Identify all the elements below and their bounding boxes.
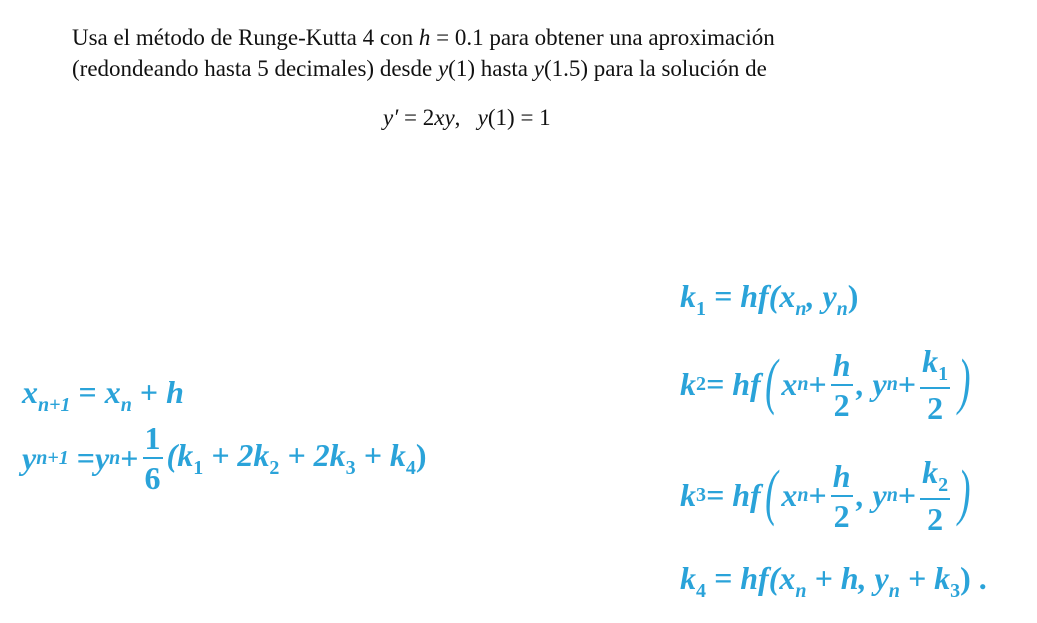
problem-text: (redondeando hasta 5 decimales) desde (72, 56, 438, 81)
frac-num: k (922, 343, 939, 379)
problem-line-2 (72, 53, 972, 84)
k3-rhs: = hf (706, 477, 761, 513)
sub: 4 (405, 456, 416, 479)
math-h: h (418, 25, 431, 50)
sym-k: k (680, 560, 696, 596)
frac-num: k (922, 454, 939, 490)
formula-y-next (22, 422, 427, 494)
sub: 2 (269, 456, 280, 479)
sym-x: x (104, 374, 121, 410)
fraction-k2-over-2 (920, 456, 950, 535)
ode-lhs: y′ (383, 105, 399, 130)
math-y: y (533, 56, 544, 81)
sub: 1 (938, 363, 949, 385)
problem-text: hasta (474, 56, 534, 81)
problem-text: para obtener una aproximación (483, 25, 775, 50)
frac-num: h (831, 460, 853, 497)
math-y: y (437, 56, 449, 81)
k3-rhs: , y (856, 477, 887, 513)
ode-ic-y: y (477, 105, 488, 130)
sym-plus: + (808, 366, 827, 402)
frac-den: 2 (833, 497, 850, 534)
rk-sum: ) (415, 436, 427, 473)
k2-rhs: = hf (706, 366, 761, 402)
paren-open: ( (764, 458, 778, 527)
fraction-h-over-2 (831, 346, 853, 423)
sym-plus: + (131, 374, 167, 410)
formula-x-next (22, 374, 184, 417)
sym-plus: + (808, 477, 827, 513)
k1-rhs: ) (847, 278, 859, 314)
rk-sum: + k (355, 436, 406, 473)
rk-sum: (k (166, 436, 194, 473)
sym-y: y (94, 439, 110, 476)
k4-rhs: = hf(x (706, 560, 796, 596)
fraction-k1-over-2 (920, 345, 950, 424)
sub-n: n (886, 484, 898, 506)
sub-n: n (797, 373, 809, 395)
sub-n: n (888, 580, 900, 602)
k4-rhs: + k (899, 560, 951, 596)
sub: 1 (193, 456, 204, 479)
problem-text: Usa el método de Runge-Kutta 4 con (72, 25, 419, 50)
frac-den: 2 (833, 386, 850, 423)
sub: 2 (938, 474, 949, 496)
sym-plus: + (897, 366, 917, 402)
sym-plus: + (897, 477, 917, 513)
sym-k: k (680, 278, 696, 314)
sym-x: x (22, 374, 38, 410)
sub-n: n (886, 373, 898, 395)
sub-n1: n+1 (36, 446, 69, 469)
frac-den: 2 (927, 390, 944, 426)
math-step-value: = 0.1 (430, 25, 484, 50)
paren-open: ( (764, 347, 778, 416)
sub: 1 (696, 298, 706, 320)
formula-k2 (680, 345, 975, 424)
sub: 3 (950, 580, 961, 602)
problem-line-1 (72, 22, 972, 53)
frac-num: 1 (143, 422, 163, 459)
formula-k4 (680, 560, 987, 603)
sub: 3 (345, 456, 356, 479)
frac-den: 6 (144, 460, 161, 496)
frac-num: h (831, 349, 853, 386)
ode-eq: = 2 (398, 105, 435, 130)
sym-x: x (781, 477, 798, 513)
sub-n: n (109, 446, 121, 469)
sub-n: n (797, 484, 809, 506)
sub: 4 (696, 580, 706, 602)
formula-k1 (680, 278, 858, 321)
problem-text: para la solución de (588, 56, 767, 81)
sym-h: h (166, 374, 184, 410)
sym-plus: + (120, 439, 139, 476)
ode-ic-rest: (1) = 1 (487, 105, 551, 130)
k1-rhs: = hf(x (706, 278, 796, 314)
ode-rhs: xy (434, 105, 455, 130)
rk-sum: + 2k (203, 436, 270, 473)
sym-x: x (781, 366, 798, 402)
rk-sum: + 2k (279, 436, 346, 473)
sub-n: n (836, 298, 848, 320)
k4-rhs: + h, y (806, 560, 889, 596)
formula-k3 (680, 456, 975, 535)
sym-eq: = (76, 439, 95, 476)
paren-close: ) (958, 458, 971, 527)
k2-rhs: , y (856, 366, 887, 402)
sym-y: y (22, 439, 37, 476)
sub-n: n (795, 298, 807, 320)
sub: 3 (696, 484, 706, 506)
math-arg: (1.5) (543, 56, 589, 81)
ode-equation (383, 105, 551, 131)
sym-k: k (680, 366, 696, 402)
sub-n: n (795, 580, 807, 602)
k4-rhs: ) . (960, 560, 987, 596)
frac-den: 2 (927, 501, 944, 537)
sym-k: k (680, 477, 696, 513)
ode-comma: , (454, 105, 461, 130)
fraction-h-over-2 (831, 457, 853, 534)
sub-n1: n+1 (38, 394, 71, 416)
k1-rhs: , y (806, 278, 837, 314)
paren-close: ) (958, 347, 971, 416)
math-arg: (1) (448, 56, 475, 81)
fraction-one-sixth (143, 422, 163, 494)
sym-eq: = (70, 374, 105, 410)
sub-n: n (120, 394, 132, 416)
problem-statement (72, 22, 972, 84)
sub: 2 (696, 373, 706, 395)
